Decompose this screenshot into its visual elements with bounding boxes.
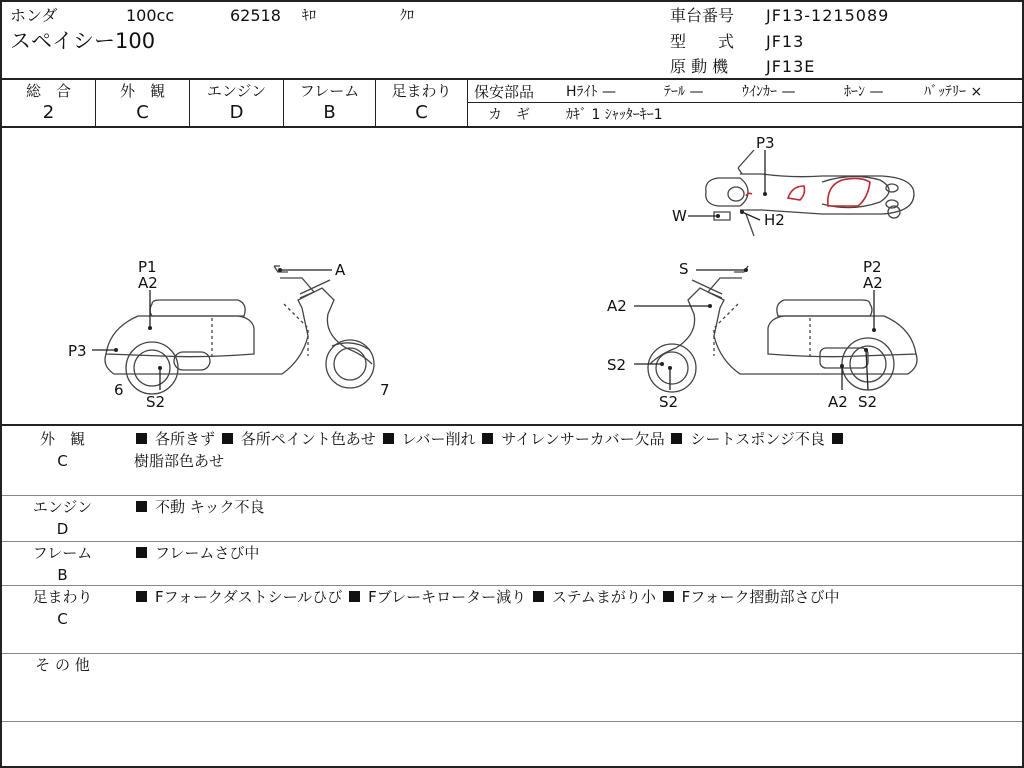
- scooter-top-view: [706, 150, 914, 236]
- engine-label: 原 動 機: [670, 57, 729, 76]
- safety-parts: [468, 80, 1022, 126]
- safety-label: 保安部品: [474, 83, 535, 101]
- grade-exterior: [96, 80, 190, 126]
- type-label: 型 式: [670, 32, 735, 51]
- grade-engine: [190, 80, 284, 126]
- detail-row-suspension: [2, 586, 1022, 654]
- label-left-p3: P3: [68, 342, 87, 360]
- grade-label: 足まわり: [391, 82, 452, 100]
- detail-category: 足まわり C: [32, 588, 93, 628]
- label-right-s2-bottom: S2: [659, 393, 679, 411]
- detail-row-other: [2, 654, 1022, 722]
- detail-category: そ の 他: [35, 656, 90, 674]
- header: [2, 2, 1022, 80]
- grade-value: 2: [42, 102, 55, 123]
- detail-items: [134, 428, 1014, 472]
- detail-category: フレーム B: [32, 544, 93, 584]
- detail-items: [134, 542, 1014, 564]
- detail-row-frame: [2, 542, 1022, 586]
- detail-items: [134, 586, 1014, 608]
- detail-item: 各所きず: [134, 430, 220, 448]
- grade-value: C: [136, 102, 149, 123]
- detail-item: 樹脂部色あせ: [134, 452, 225, 470]
- detail-item: Fフォーク摺動部さび中: [661, 588, 840, 606]
- grades-row: [2, 80, 1022, 128]
- label-right-s2-rear: S2: [858, 393, 878, 411]
- label-left-p1: P1: [138, 258, 157, 276]
- damage-diagram: [2, 128, 1022, 426]
- detail-item: Fブレーキローター減り: [347, 588, 531, 606]
- engine-value: JF13E: [766, 57, 816, 76]
- safety-tail: ﾃｰﾙ —: [664, 84, 704, 100]
- label-left-7: 7: [380, 381, 390, 399]
- detail-items: [134, 496, 1014, 518]
- grade-overall: [2, 80, 96, 126]
- mileage-unit: ｷﾛ: [302, 8, 316, 24]
- label-left-a: A: [335, 261, 346, 279]
- grade-label: エンジン: [206, 82, 267, 100]
- frame-no-label: 車台番号: [670, 6, 735, 25]
- detail-category: エンジン D: [32, 498, 93, 538]
- maker: ホンダ: [10, 6, 58, 25]
- key-label: カ ギ: [488, 107, 530, 123]
- detail-item: Fフォークダストシールひび: [134, 588, 347, 606]
- detail-item: [830, 430, 851, 448]
- label-top-w: W: [672, 207, 687, 225]
- label-right-p2: P2: [863, 258, 882, 276]
- grade-label: 総 合: [25, 82, 71, 100]
- scooter-diagram: [2, 128, 1022, 426]
- grade-label: フレーム: [299, 82, 360, 100]
- label-top-p3: P3: [756, 134, 775, 152]
- grade-value: D: [229, 102, 244, 123]
- grade-suspension: [376, 80, 468, 126]
- detail-item: シートスポンジ不良: [669, 430, 829, 448]
- color: ｸﾛ: [400, 8, 414, 24]
- label-right-s: S: [679, 260, 689, 278]
- safety-winker: ｳｲﾝｶｰ —: [742, 84, 796, 100]
- model-name: スペイシー100: [10, 29, 156, 53]
- detail-row-exterior: [2, 426, 1022, 496]
- detail-item: レバー削れ: [381, 430, 481, 448]
- label-left-s2: S2: [146, 393, 166, 411]
- type-value: JF13: [766, 32, 805, 51]
- displacement: 100cc: [126, 6, 175, 25]
- grade-label: 外 観: [119, 82, 165, 100]
- label-right-a2-bottom: A2: [828, 393, 848, 411]
- detail-item: 各所ペイント色あせ: [220, 430, 381, 448]
- detail-item: 不動 キック不良: [134, 498, 264, 516]
- safety-battery: ﾊﾞｯﾃﾘｰ ×: [924, 84, 983, 100]
- label-right-a2-top: A2: [863, 274, 883, 292]
- label-left-a2: A2: [138, 274, 158, 292]
- label-right-a2-mid: A2: [607, 297, 627, 315]
- label-right-s2-front: S2: [607, 356, 627, 374]
- detail-item: サイレンサーカバー欠品: [480, 430, 669, 448]
- safety-headlight: Hﾗｲﾄ —: [566, 84, 616, 100]
- detail-item: ステムまがり小: [531, 588, 661, 606]
- safety-horn: ﾎｰﾝ —: [844, 84, 884, 100]
- key-value: ｶｷﾞ 1 ｼｬｯﾀｰｷｰ1: [566, 107, 663, 123]
- frame-no: JF13-1215089: [766, 6, 890, 25]
- detail-row-engine: [2, 496, 1022, 542]
- detail-item: フレームさび中: [134, 544, 259, 562]
- label-left-6: 6: [114, 381, 124, 399]
- grade-value: C: [415, 102, 428, 123]
- mileage: 62518: [230, 6, 281, 25]
- detail-category: 外 観 C: [39, 430, 85, 470]
- grade-frame: [284, 80, 376, 126]
- label-top-h2: H2: [764, 211, 785, 229]
- grade-value: B: [323, 102, 336, 123]
